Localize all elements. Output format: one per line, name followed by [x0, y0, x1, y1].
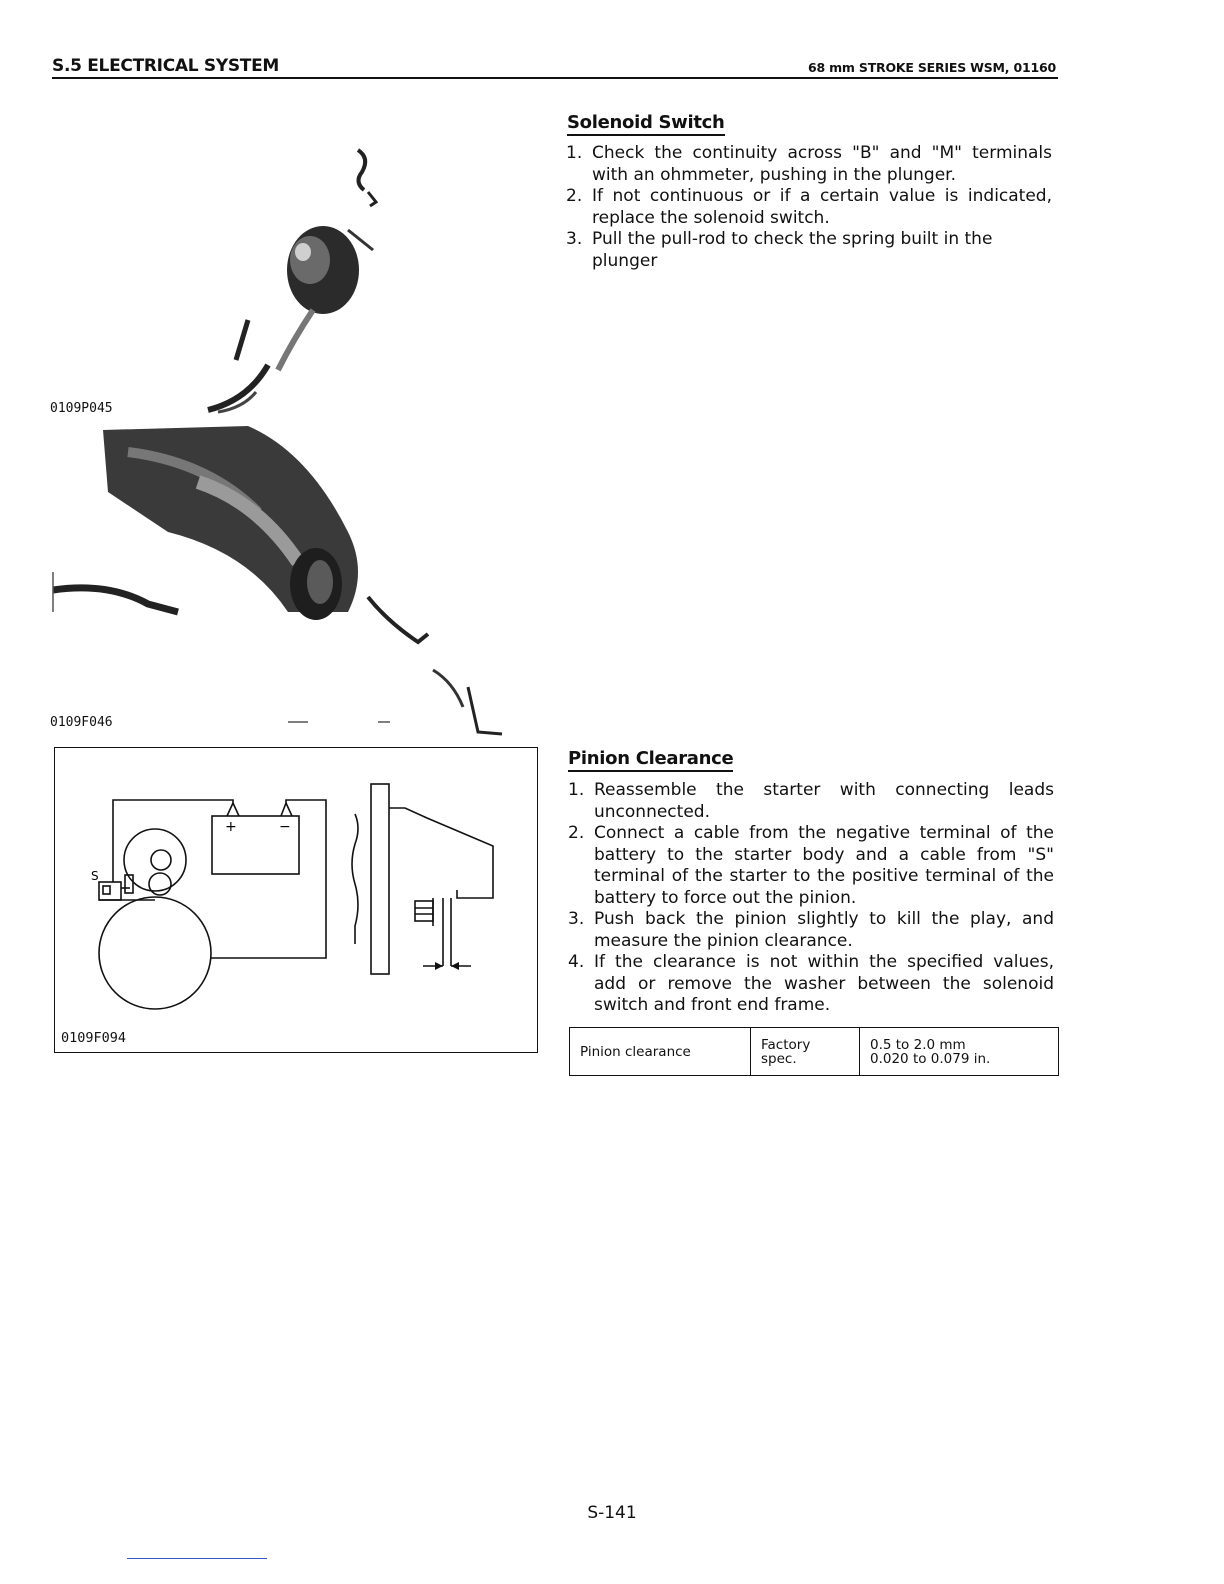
- section-header: S.5 ELECTRICAL SYSTEM: [52, 56, 280, 76]
- terminal-s-label: S: [91, 869, 99, 883]
- photo-solenoid-pullrod: [48, 422, 518, 742]
- pinion-step: 1. Reassemble the starter with connecting leads unconnected.: [568, 780, 1054, 822]
- battery-minus-label: −: [279, 819, 291, 835]
- battery-plus-label: +: [225, 819, 237, 835]
- pinion-step: 2. Connect a cable from the negative terminal of the battery to the starter body and a cable from "S" terminal of the starter to the positive terminal of the battery to force out the pinion.: [568, 823, 1054, 908]
- spec-item: Pinion clearance: [570, 1028, 751, 1076]
- solenoid-title: Solenoid Switch: [567, 112, 725, 133]
- series-header: 68 mm STROKE SERIES WSM, 01160: [807, 60, 1056, 75]
- pinion-title: Pinion Clearance: [568, 748, 733, 769]
- solenoid-step: 2. If not continuous or if a certain value is indicated, replace the solenoid switch.: [566, 186, 1052, 228]
- solenoid-step: 3. Pull the pull-rod to check the spring built in the plunger: [566, 229, 993, 271]
- pinion-steps: [568, 780, 1054, 1017]
- spec-value: 0.5 to 2.0 mm 0.020 to 0.079 in.: [860, 1028, 1059, 1076]
- photo1-label: 0109P045: [50, 401, 113, 416]
- wiring-diagram: [55, 748, 536, 1051]
- solenoid-step: 1. Check the continuity across "B" and "M" terminals with an ohmmeter, pushing in the plunger.: [566, 143, 1052, 185]
- header-rule: [52, 77, 1058, 79]
- pinion-step: 4. If the clearance is not within the specified values, add or remove the washer between the solenoid switch and front end frame.: [568, 952, 1054, 1015]
- spec-label: Factory spec.: [751, 1028, 860, 1076]
- pinion-step: 3. Push back the pinion slightly to kill the play, and measure the pinion clearance.: [568, 909, 1054, 951]
- spec-table: [569, 1027, 1059, 1076]
- page-number: S-141: [587, 1503, 637, 1523]
- solenoid-steps: [566, 143, 1052, 272]
- photo-solenoid-ohmmeter: [48, 120, 378, 420]
- photo2-label: 0109F046: [50, 715, 113, 730]
- wiring-diagram-frame: [54, 747, 538, 1053]
- footer-rule: [127, 1558, 267, 1559]
- spec-row: [570, 1028, 1059, 1076]
- diagram-label: 0109F094: [61, 1030, 127, 1046]
